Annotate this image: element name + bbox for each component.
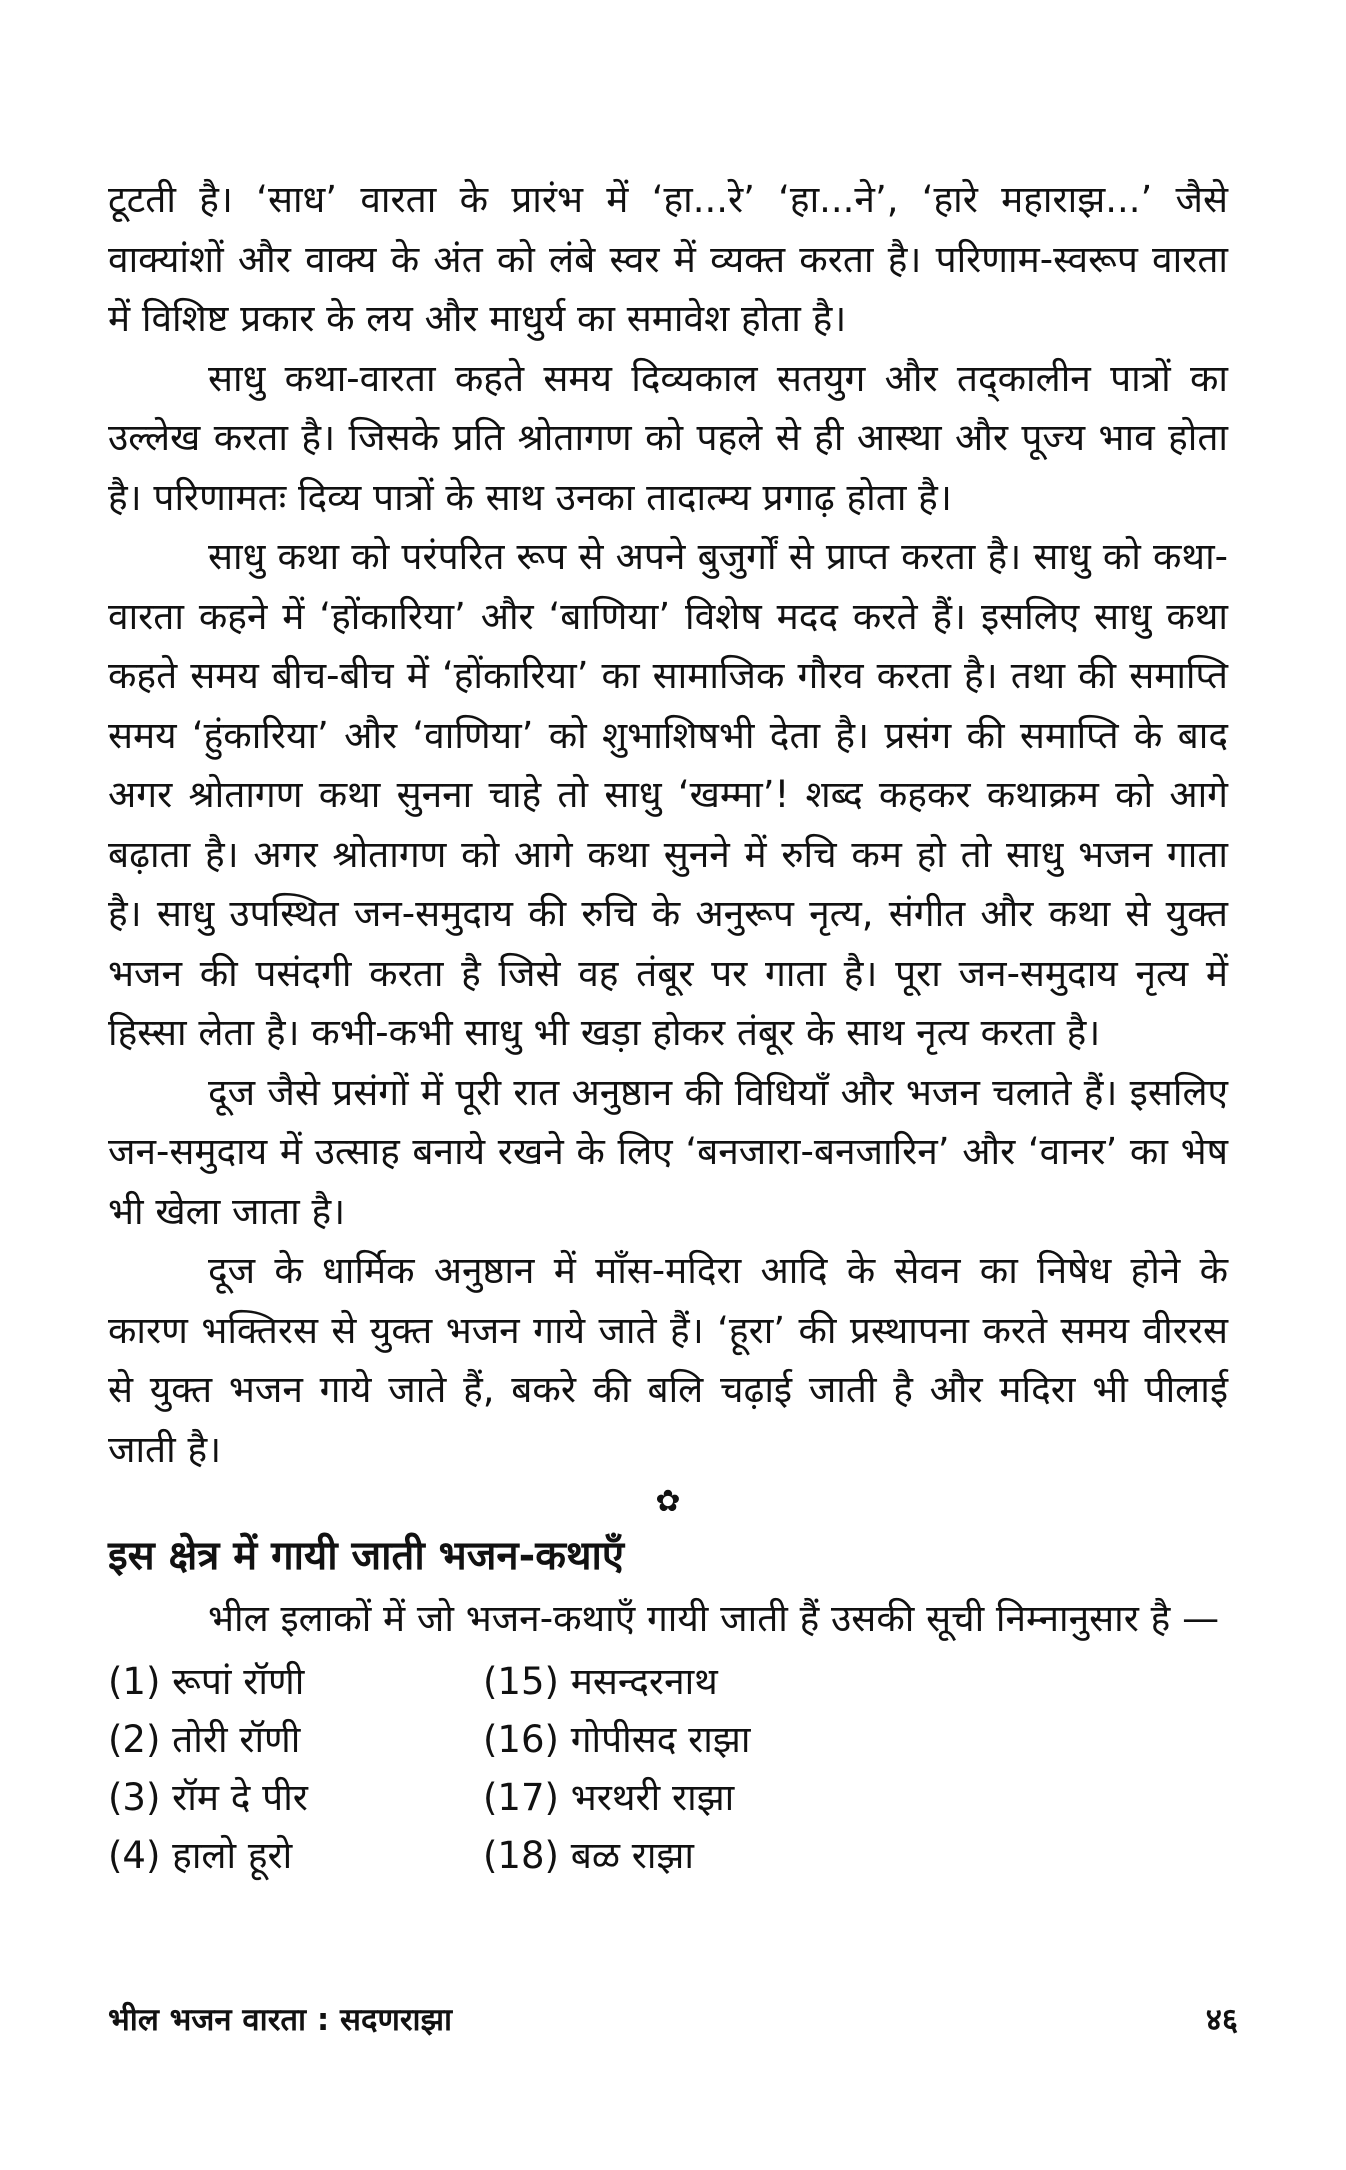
running-title: भील भजन वारता : सदणराझा xyxy=(108,2002,453,2038)
paragraph: दूज जैसे प्रसंगों में पूरी रात अनुष्ठान की विधियाँ और भजन चलाते हैं। इसलिए जन-समुदाय में उत्साह बनाये रखने के लिए ‘बनजारा-बनजारिन’ और ‘वानर’ का भेष भी खेला जाता है। xyxy=(108,1070,1228,1233)
page-number: ४६ xyxy=(1205,2002,1238,2038)
paragraph: साधु कथा-वारता कहते समय दिव्यकाल सतयुग और तद्‌कालीन पात्रों का उल्लेख करता है। जिसके प्रति श्रोतागण को पहले से ही आस्था और पूज्य भाव होता है। परिणामतः दिव्य पात्रों के साथ उनका तादात्म्य प्रगाढ़ होता है। xyxy=(108,356,1228,519)
list-row xyxy=(108,1769,1228,1827)
section-ornament: ✿ xyxy=(655,1484,681,1519)
list-item: (4) हालो हूरो xyxy=(108,1833,293,1877)
paragraph: टूटती है। ‘साध’ वारता के प्रारंभ में ‘हा...रे’ ‘हा...ने’, ‘हारे महाराझ...’ जैसे वाक्यांशों और वाक्य के अंत को लंबे स्वर में व्यक्त करता है। परिणाम-स्वरूप वारता में विशिष्ट प्रकार के लय और माधुर्य का समावेश होता है। xyxy=(108,178,1228,340)
section-heading: इस क्षेत्र में गायी जाती भजन-कथाएँ xyxy=(108,1533,624,1579)
paragraph: साधु कथा को परंपरित रूप से अपने बुजुर्गों से प्राप्त करता है। साधु को कथा-वारता कहने में ‘होंकारिया’ और ‘बाणिया’ विशेष मदद करते हैं। इसलिए साधु कथा कहते समय बीच-बीच में ‘होंकारिया’ का सामाजिक गौरव करता है। तथा की समाप्ति समय ‘हुंकारिया’ और ‘वाणिया’ को शुभाशिषभी देता है। प्रसंग की समाप्ति के बाद अगर श्रोतागण कथा सुनना चाहे तो साधु ‘खम्मा’! शब्द कहकर कथाक्रम को आगे बढ़ाता है। अगर श्रोतागण को आगे कथा सुनने में रुचि कम हो तो साधु भजन गाता है। साधु उपस्थित जन-समुदाय की रुचि के अनुरूप नृत्य, संगीत और कथा से युक्त भजन की पसंदगी करता है जिसे वह तंबूर पर गाता है। पूरा जन-समुदाय नृत्य में हिस्सा लेता है। कभी-कभी साधु भी खड़ा होकर तंबूर के साथ नृत्य करता है। xyxy=(108,535,1228,1054)
list-row xyxy=(108,1827,1228,1885)
list-item: (18) बळ राझा xyxy=(483,1833,694,1877)
list-row xyxy=(108,1711,1228,1769)
list-item: (17) भरथरी राझा xyxy=(483,1775,735,1819)
bhajan-list xyxy=(108,1653,1228,1885)
paragraph: दूज के धार्मिक अनुष्ठान में माँस-मदिरा आदि के सेवन का निषेध होने के कारण भक्तिरस से युक्त भजन गाये जाते हैं। ‘हूरा’ की प्रस्थापना करते समय वीररस से युक्त भजन गाये जाते हैं, बकरे की बलि चढ़ाई जाती है और मदिरा भी पीलाई जाती है। xyxy=(108,1249,1228,1471)
list-item: (3) रॉम दे पीर xyxy=(108,1775,308,1819)
list-item: (1) रूपां रॉणी xyxy=(108,1659,305,1703)
list-item: (2) तोरी रॉणी xyxy=(108,1717,301,1761)
page-body xyxy=(108,170,1228,1885)
list-item: (15) मसन्दरनाथ xyxy=(483,1659,718,1703)
section-intro: भील इलाकों में जो भजन-कथाएँ गायी जाती हैं उसकी सूची निम्नानुसार है — xyxy=(208,1597,1220,1640)
list-item: (16) गोपीसद राझा xyxy=(483,1717,751,1761)
list-row xyxy=(108,1653,1228,1711)
page-footer xyxy=(108,2000,1238,2040)
